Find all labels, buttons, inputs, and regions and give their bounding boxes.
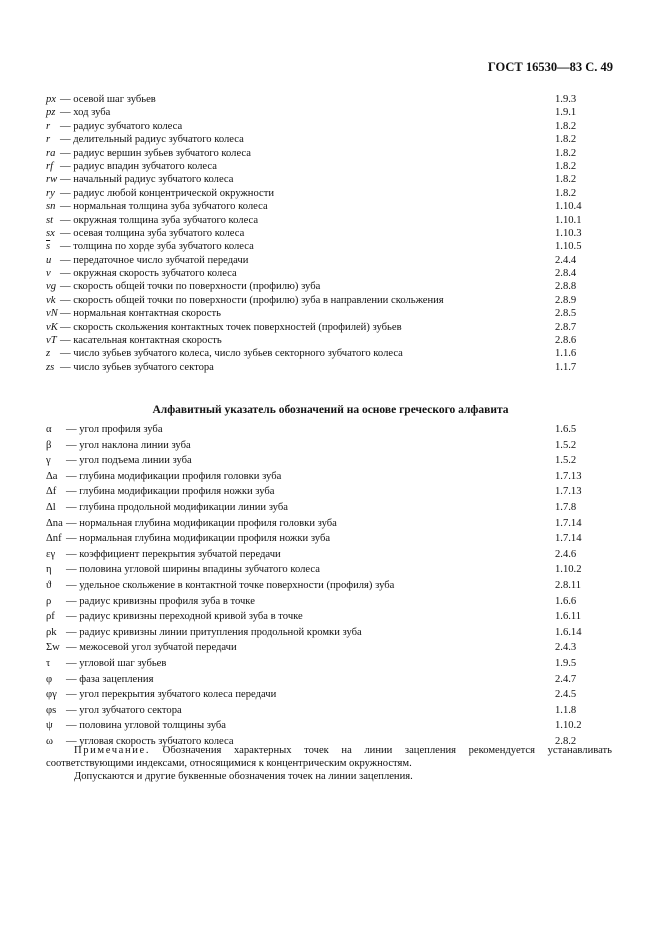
note-paragraph-2: Допускаются и другие буквенные обозначения точек на линии зацепления. <box>74 771 413 782</box>
clause-reference: 1.10.2 <box>555 564 582 576</box>
symbol-row <box>46 334 612 347</box>
symbol: r <box>46 134 51 146</box>
symbol-description: — начальный радиус зубчатого колеса <box>60 174 234 186</box>
symbol-row <box>46 106 612 119</box>
clause-reference: 2.4.3 <box>555 642 577 654</box>
symbol: εγ <box>46 548 56 560</box>
clause-reference: 1.7.14 <box>555 533 582 545</box>
symbol-description: — глубина модификации профиля головки зуба <box>66 470 282 482</box>
symbol-row <box>46 687 612 703</box>
clause-reference: 1.5.2 <box>555 439 577 451</box>
symbol-description: — нормальная глубина модификации профиля ножки зуба <box>66 533 331 545</box>
symbol-description: — угол перекрытия зубчатого колеса передачи <box>66 689 277 701</box>
symbol-row <box>46 227 612 240</box>
clause-reference: 2.4.6 <box>555 548 577 560</box>
symbol-description: — угловая скорость зубчатого колеса <box>66 735 234 747</box>
symbol-row <box>46 625 612 641</box>
symbol-row <box>46 267 612 280</box>
symbol-description: — половина угловой толщины зуба <box>66 720 226 732</box>
symbol-description: — радиус вершин зубьев зубчатого колеса <box>60 147 251 159</box>
symbol: $\overline{s}$ <box>46 241 51 253</box>
symbol-description: — угол наклона линии зуба <box>66 439 191 451</box>
symbol: ψ <box>46 720 53 732</box>
symbol: ρk <box>46 626 57 638</box>
symbol: φs <box>46 704 57 716</box>
symbol-description: — фаза зацепления <box>66 673 154 685</box>
symbol: Δa <box>46 470 58 482</box>
symbol-row <box>46 133 612 146</box>
symbol-description: — скорость скольжения контактных точек поверхностей (профилей) зубьев <box>60 321 402 333</box>
symbol-description: — половина угловой ширины впадины зубчатого колеса <box>66 564 320 576</box>
symbol-description: — ход зуба <box>60 107 111 119</box>
clause-reference: 1.9.3 <box>555 94 577 105</box>
symbol-description: — число зубьев зубчатого колеса, число зубьев секторного зубчатого колеса <box>60 348 403 360</box>
symbol-description: — коэффициент перекрытия зубчатой передачи <box>66 548 281 560</box>
symbol: vk <box>46 294 56 306</box>
symbol-row <box>46 562 612 578</box>
symbol-row <box>46 214 612 227</box>
symbol: z <box>46 348 51 360</box>
symbol: px <box>46 94 56 105</box>
symbol-description: — глубина модификации профиля ножки зуба <box>66 486 275 498</box>
clause-reference: 2.8.8 <box>555 281 577 293</box>
symbol: v <box>46 268 51 280</box>
clause-reference: 1.1.7 <box>555 361 577 373</box>
clause-reference: 1.7.13 <box>555 470 582 482</box>
clause-reference: 1.1.8 <box>555 704 577 716</box>
clause-reference: 1.7.13 <box>555 486 582 498</box>
symbol-description: — касательная контактная скорость <box>60 335 222 347</box>
symbol: ϑ <box>46 579 52 591</box>
symbol: β <box>46 439 52 451</box>
symbol-row <box>46 578 612 594</box>
greek-symbol-list <box>46 422 612 749</box>
symbol: vg <box>46 281 56 293</box>
note-block <box>46 744 612 783</box>
symbol-row <box>46 500 612 516</box>
symbol-row <box>46 160 612 173</box>
clause-reference: 1.7.14 <box>555 517 582 529</box>
symbol: st <box>46 214 54 226</box>
symbol-description: — угол подъема линии зуба <box>66 455 192 467</box>
symbol-row <box>46 672 612 688</box>
clause-reference: 1.8.2 <box>555 187 577 199</box>
symbol-description: — радиус зубчатого колеса <box>60 120 183 132</box>
symbol-row <box>46 294 612 307</box>
symbol-row <box>46 147 612 160</box>
symbol-row <box>46 307 612 320</box>
symbol-description: — делительный радиус зубчатого колеса <box>60 134 244 146</box>
clause-reference: 1.5.2 <box>555 455 577 467</box>
note-paragraph <box>46 744 612 770</box>
clause-reference: 1.8.2 <box>555 120 577 132</box>
clause-reference: 2.8.2 <box>555 735 577 747</box>
clause-reference: 2.8.4 <box>555 268 577 280</box>
symbol: ρ <box>46 595 52 607</box>
symbol-row <box>46 187 612 200</box>
symbol-description: — межосевой угол зубчатой передачи <box>66 642 237 654</box>
symbol-row <box>46 254 612 267</box>
symbol-description: — угол зубчатого сектора <box>66 704 182 716</box>
clause-reference: 2.8.9 <box>555 294 577 306</box>
symbol-row <box>46 594 612 610</box>
symbol-row <box>46 718 612 734</box>
clause-reference: 1.6.6 <box>555 595 577 607</box>
symbol: vT <box>46 335 57 347</box>
symbol-description: — толщина по хорде зуба зубчатого колеса <box>60 241 254 253</box>
symbol: ry <box>46 187 55 199</box>
symbol-description: — радиус кривизны линии притупления продольной кромки зуба <box>66 626 362 638</box>
symbol: Δl <box>46 501 56 513</box>
clause-reference: 2.4.5 <box>555 689 577 701</box>
symbol: vN <box>46 308 58 320</box>
symbol-description: — осевая толщина зуба зубчатого колеса <box>60 227 245 239</box>
symbol: r <box>46 120 51 132</box>
latin-symbol-list <box>46 93 612 374</box>
symbol: pz <box>46 107 56 119</box>
symbol-description: — нормальная толщина зуба зубчатого колеса <box>60 201 268 213</box>
symbol-row <box>46 703 612 719</box>
symbol-row <box>46 453 612 469</box>
clause-reference: 1.8.2 <box>555 134 577 146</box>
symbol: sn <box>46 201 56 213</box>
symbol-description: — угол профиля зуба <box>66 424 163 435</box>
clause-reference: 1.10.4 <box>555 201 582 213</box>
symbol-description: — скорость общей точки по поверхности (профилю) зуба в направлении скольжения <box>60 294 444 306</box>
note-label: Примечание. <box>74 745 151 756</box>
symbol-row <box>46 656 612 672</box>
symbol: Δna <box>46 517 63 529</box>
clause-reference: 1.6.14 <box>555 626 582 638</box>
symbol-row <box>46 120 612 133</box>
clause-reference: 2.8.6 <box>555 335 577 347</box>
symbol-description: — скорость общей точки по поверхности (профилю) зуба <box>60 281 321 293</box>
symbol-description: — удельное скольжение в контактной точке поверхности (профиля) зуба <box>66 579 395 591</box>
symbol: ra <box>46 147 56 159</box>
note-text: Обозначения характерных точек на линии зацепления рекомендуется устанавливать соответствующими индексами, относящимися к концентрическим окружностям. <box>46 745 612 769</box>
symbol: u <box>46 254 52 266</box>
symbol-description: — осевой шаг зубьев <box>60 94 156 105</box>
symbol-row <box>46 438 612 454</box>
symbol-row <box>46 609 612 625</box>
symbol-description: — радиус кривизны переходной кривой зуба в точке <box>66 611 303 623</box>
symbol-row <box>46 200 612 213</box>
symbol-row <box>46 469 612 485</box>
section-title: Алфавитный указатель обозначений на основе греческого алфавита <box>152 404 509 416</box>
symbol: τ <box>46 657 51 669</box>
symbol: ρf <box>46 611 55 623</box>
page-header: ГОСТ 16530—83 С. 49 <box>487 60 613 74</box>
symbol: φγ <box>46 689 57 701</box>
symbol: α <box>46 424 52 435</box>
clause-reference: 2.8.11 <box>555 579 582 591</box>
symbol-row <box>46 484 612 500</box>
clause-reference: 1.10.3 <box>555 227 582 239</box>
symbol: sx <box>46 227 55 239</box>
symbol-row <box>46 321 612 334</box>
symbol-description: — угловой шаг зубьев <box>66 657 167 669</box>
symbol-row <box>46 240 612 253</box>
symbol-row <box>46 531 612 547</box>
clause-reference: 1.6.11 <box>555 611 582 623</box>
symbol: rf <box>46 160 54 172</box>
clause-reference: 1.8.2 <box>555 160 577 172</box>
symbol-row <box>46 361 612 374</box>
clause-reference: 1.10.2 <box>555 720 582 732</box>
symbol-description: — радиус впадин зубчатого колеса <box>60 160 217 172</box>
clause-reference: 1.8.2 <box>555 147 577 159</box>
symbol-description: — нормальная контактная скорость <box>60 308 221 320</box>
symbol-row <box>46 93 612 106</box>
symbol-row <box>46 640 612 656</box>
symbol-row <box>46 516 612 532</box>
symbol-description: — глубина продольной модификации линии зуба <box>66 501 288 513</box>
symbol-description: — радиус кривизны профиля зуба в точке <box>66 595 255 607</box>
symbol: φ <box>46 673 53 685</box>
symbol: vK <box>46 321 58 333</box>
symbol-description: — окружная толщина зуба зубчатого колеса <box>60 214 259 226</box>
symbol-row <box>46 280 612 293</box>
symbol: Δnf <box>46 533 62 545</box>
clause-reference: 1.9.5 <box>555 657 577 669</box>
clause-reference: 2.8.5 <box>555 308 577 320</box>
symbol-row <box>46 422 612 438</box>
symbol: zs <box>46 361 55 373</box>
symbol-row <box>46 547 612 563</box>
clause-reference: 2.4.7 <box>555 673 577 685</box>
symbol: γ <box>46 455 51 467</box>
symbol: ω <box>46 735 53 747</box>
symbol-description: — окружная скорость зубчатого колеса <box>60 268 237 280</box>
symbol: η <box>46 564 52 576</box>
symbol-row <box>46 173 612 186</box>
clause-reference: 1.8.2 <box>555 174 577 186</box>
symbol-description: — радиус любой концентрической окружности <box>60 187 275 199</box>
symbol-description: — число зубьев зубчатого сектора <box>60 361 214 373</box>
clause-reference: 1.10.5 <box>555 241 582 253</box>
clause-reference: 1.7.8 <box>555 501 577 513</box>
symbol-description: — передаточное число зубчатой передачи <box>60 254 249 266</box>
symbol-description: — нормальная глубина модификации профиля головки зуба <box>66 517 337 529</box>
symbol: rw <box>46 174 58 186</box>
symbol: Δf <box>46 486 57 498</box>
clause-reference: 2.4.4 <box>555 254 577 266</box>
clause-reference: 1.10.1 <box>555 214 582 226</box>
symbol: Σw <box>46 642 60 654</box>
clause-reference: 2.8.7 <box>555 321 577 333</box>
symbol-row <box>46 347 612 360</box>
clause-reference: 1.9.1 <box>555 107 577 119</box>
clause-reference: 1.1.6 <box>555 348 577 360</box>
clause-reference: 1.6.5 <box>555 424 577 435</box>
